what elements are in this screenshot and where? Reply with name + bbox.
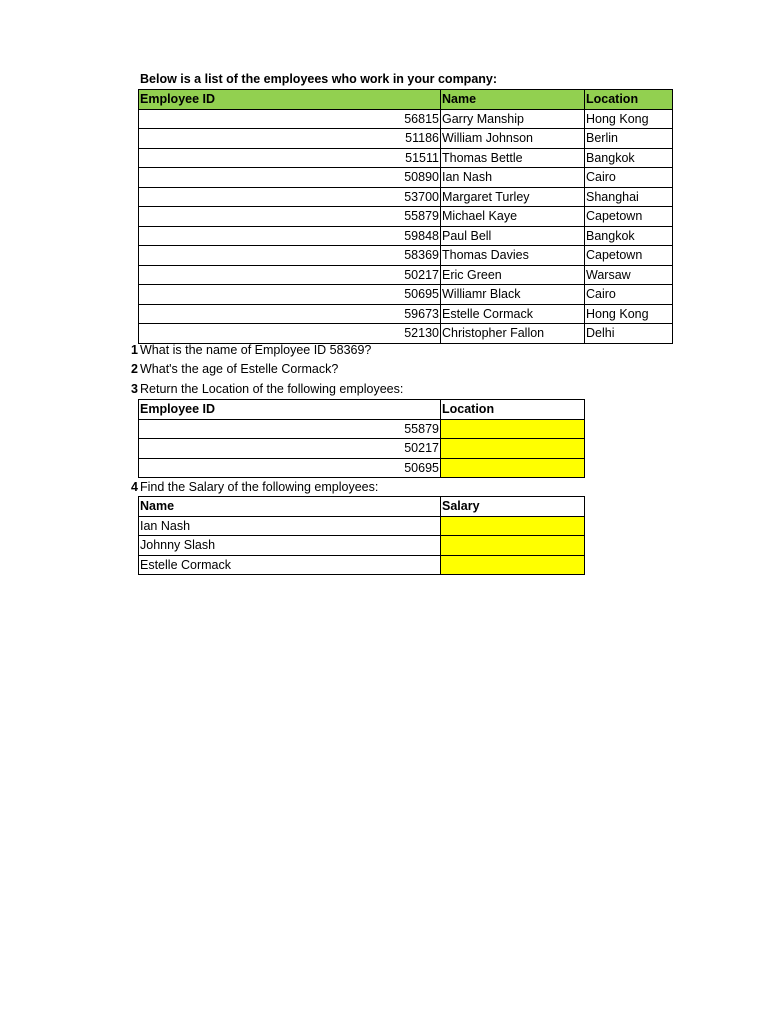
table-row (139, 109, 673, 129)
cell-location[interactable]: Capetown (585, 207, 673, 227)
table-row (139, 324, 673, 344)
cell-name[interactable]: Eric Green (441, 265, 585, 285)
location-lookup-header-row (139, 400, 585, 420)
cell-location[interactable]: Hong Kong (585, 304, 673, 324)
cell-employee-id[interactable]: 50695 (139, 458, 441, 478)
cell-employee-id[interactable]: 59848 (139, 226, 441, 246)
header-location[interactable]: Location (585, 90, 673, 110)
employee-table (138, 89, 673, 344)
table-row (139, 536, 585, 556)
location-lookup-table (138, 399, 585, 478)
header-name[interactable]: Name (139, 497, 441, 517)
answer-location-cell[interactable] (441, 419, 585, 439)
cell-location[interactable]: Capetown (585, 246, 673, 266)
question-text: Find the Salary of the following employees: (140, 480, 379, 494)
cell-name[interactable]: Thomas Davies (441, 246, 585, 266)
table-row (139, 168, 673, 188)
cell-employee-id[interactable]: 51511 (139, 148, 441, 168)
cell-name[interactable]: Thomas Bettle (441, 148, 585, 168)
cell-employee-id[interactable]: 50890 (139, 168, 441, 188)
cell-employee-id[interactable]: 52130 (139, 324, 441, 344)
cell-employee-id[interactable]: 50217 (139, 265, 441, 285)
cell-name[interactable]: Estelle Cormack (441, 304, 585, 324)
table-row (139, 187, 673, 207)
table-row (139, 285, 673, 305)
salary-lookup-header-row (139, 497, 585, 517)
cell-name[interactable]: Michael Kaye (441, 207, 585, 227)
table-row (139, 148, 673, 168)
table-row (139, 129, 673, 149)
table-row (139, 419, 585, 439)
question-text: What is the name of Employee ID 58369? (140, 343, 372, 357)
question-number: 4 (131, 480, 138, 494)
answer-location-cell[interactable] (441, 439, 585, 459)
table-row (139, 458, 585, 478)
table-row (139, 304, 673, 324)
table-row (139, 207, 673, 227)
salary-lookup-table (138, 496, 585, 575)
cell-location[interactable]: Bangkok (585, 148, 673, 168)
cell-employee-id[interactable]: 55879 (139, 207, 441, 227)
header-employee-id[interactable]: Employee ID (139, 400, 441, 420)
cell-location[interactable]: Hong Kong (585, 109, 673, 129)
table-row (139, 226, 673, 246)
answer-salary-cell[interactable] (441, 555, 585, 575)
cell-location[interactable]: Berlin (585, 129, 673, 149)
cell-name[interactable]: Ian Nash (441, 168, 585, 188)
cell-name[interactable]: Ian Nash (139, 516, 441, 536)
cell-name[interactable]: Christopher Fallon (441, 324, 585, 344)
cell-employee-id[interactable]: 51186 (139, 129, 441, 149)
question-number: 3 (131, 382, 138, 396)
cell-location[interactable]: Cairo (585, 285, 673, 305)
cell-employee-id[interactable]: 50695 (139, 285, 441, 305)
question-4 (128, 479, 378, 495)
question-text: Return the Location of the following employees: (140, 382, 404, 396)
cell-name[interactable]: Margaret Turley (441, 187, 585, 207)
intro-heading: Below is a list of the employees who work in your company: (140, 72, 498, 86)
header-salary[interactable]: Salary (441, 497, 585, 517)
question-number: 2 (131, 362, 138, 376)
cell-name[interactable]: Paul Bell (441, 226, 585, 246)
cell-employee-id[interactable]: 50217 (139, 439, 441, 459)
cell-location[interactable]: Bangkok (585, 226, 673, 246)
question-1 (128, 342, 371, 358)
question-number: 1 (131, 343, 138, 357)
cell-employee-id[interactable]: 56815 (139, 109, 441, 129)
header-name[interactable]: Name (441, 90, 585, 110)
cell-employee-id[interactable]: 55879 (139, 419, 441, 439)
answer-location-cell[interactable] (441, 458, 585, 478)
cell-employee-id[interactable]: 58369 (139, 246, 441, 266)
table-row (139, 265, 673, 285)
cell-employee-id[interactable]: 53700 (139, 187, 441, 207)
cell-employee-id[interactable]: 59673 (139, 304, 441, 324)
header-employee-id[interactable]: Employee ID (139, 90, 441, 110)
question-text: What's the age of Estelle Cormack? (140, 362, 339, 376)
cell-name[interactable]: Garry Manship (441, 109, 585, 129)
cell-location[interactable]: Delhi (585, 324, 673, 344)
answer-salary-cell[interactable] (441, 516, 585, 536)
cell-name[interactable]: William Johnson (441, 129, 585, 149)
cell-name[interactable]: Johnny Slash (139, 536, 441, 556)
cell-name[interactable]: Williamr Black (441, 285, 585, 305)
answer-salary-cell[interactable] (441, 536, 585, 556)
header-location[interactable]: Location (441, 400, 585, 420)
table-row (139, 516, 585, 536)
table-row (139, 439, 585, 459)
cell-name[interactable]: Estelle Cormack (139, 555, 441, 575)
cell-location[interactable]: Shanghai (585, 187, 673, 207)
employee-table-header-row (139, 90, 673, 110)
table-row (139, 246, 673, 266)
question-2 (128, 361, 338, 377)
cell-location[interactable]: Cairo (585, 168, 673, 188)
table-row (139, 555, 585, 575)
question-3 (128, 381, 403, 397)
cell-location[interactable]: Warsaw (585, 265, 673, 285)
